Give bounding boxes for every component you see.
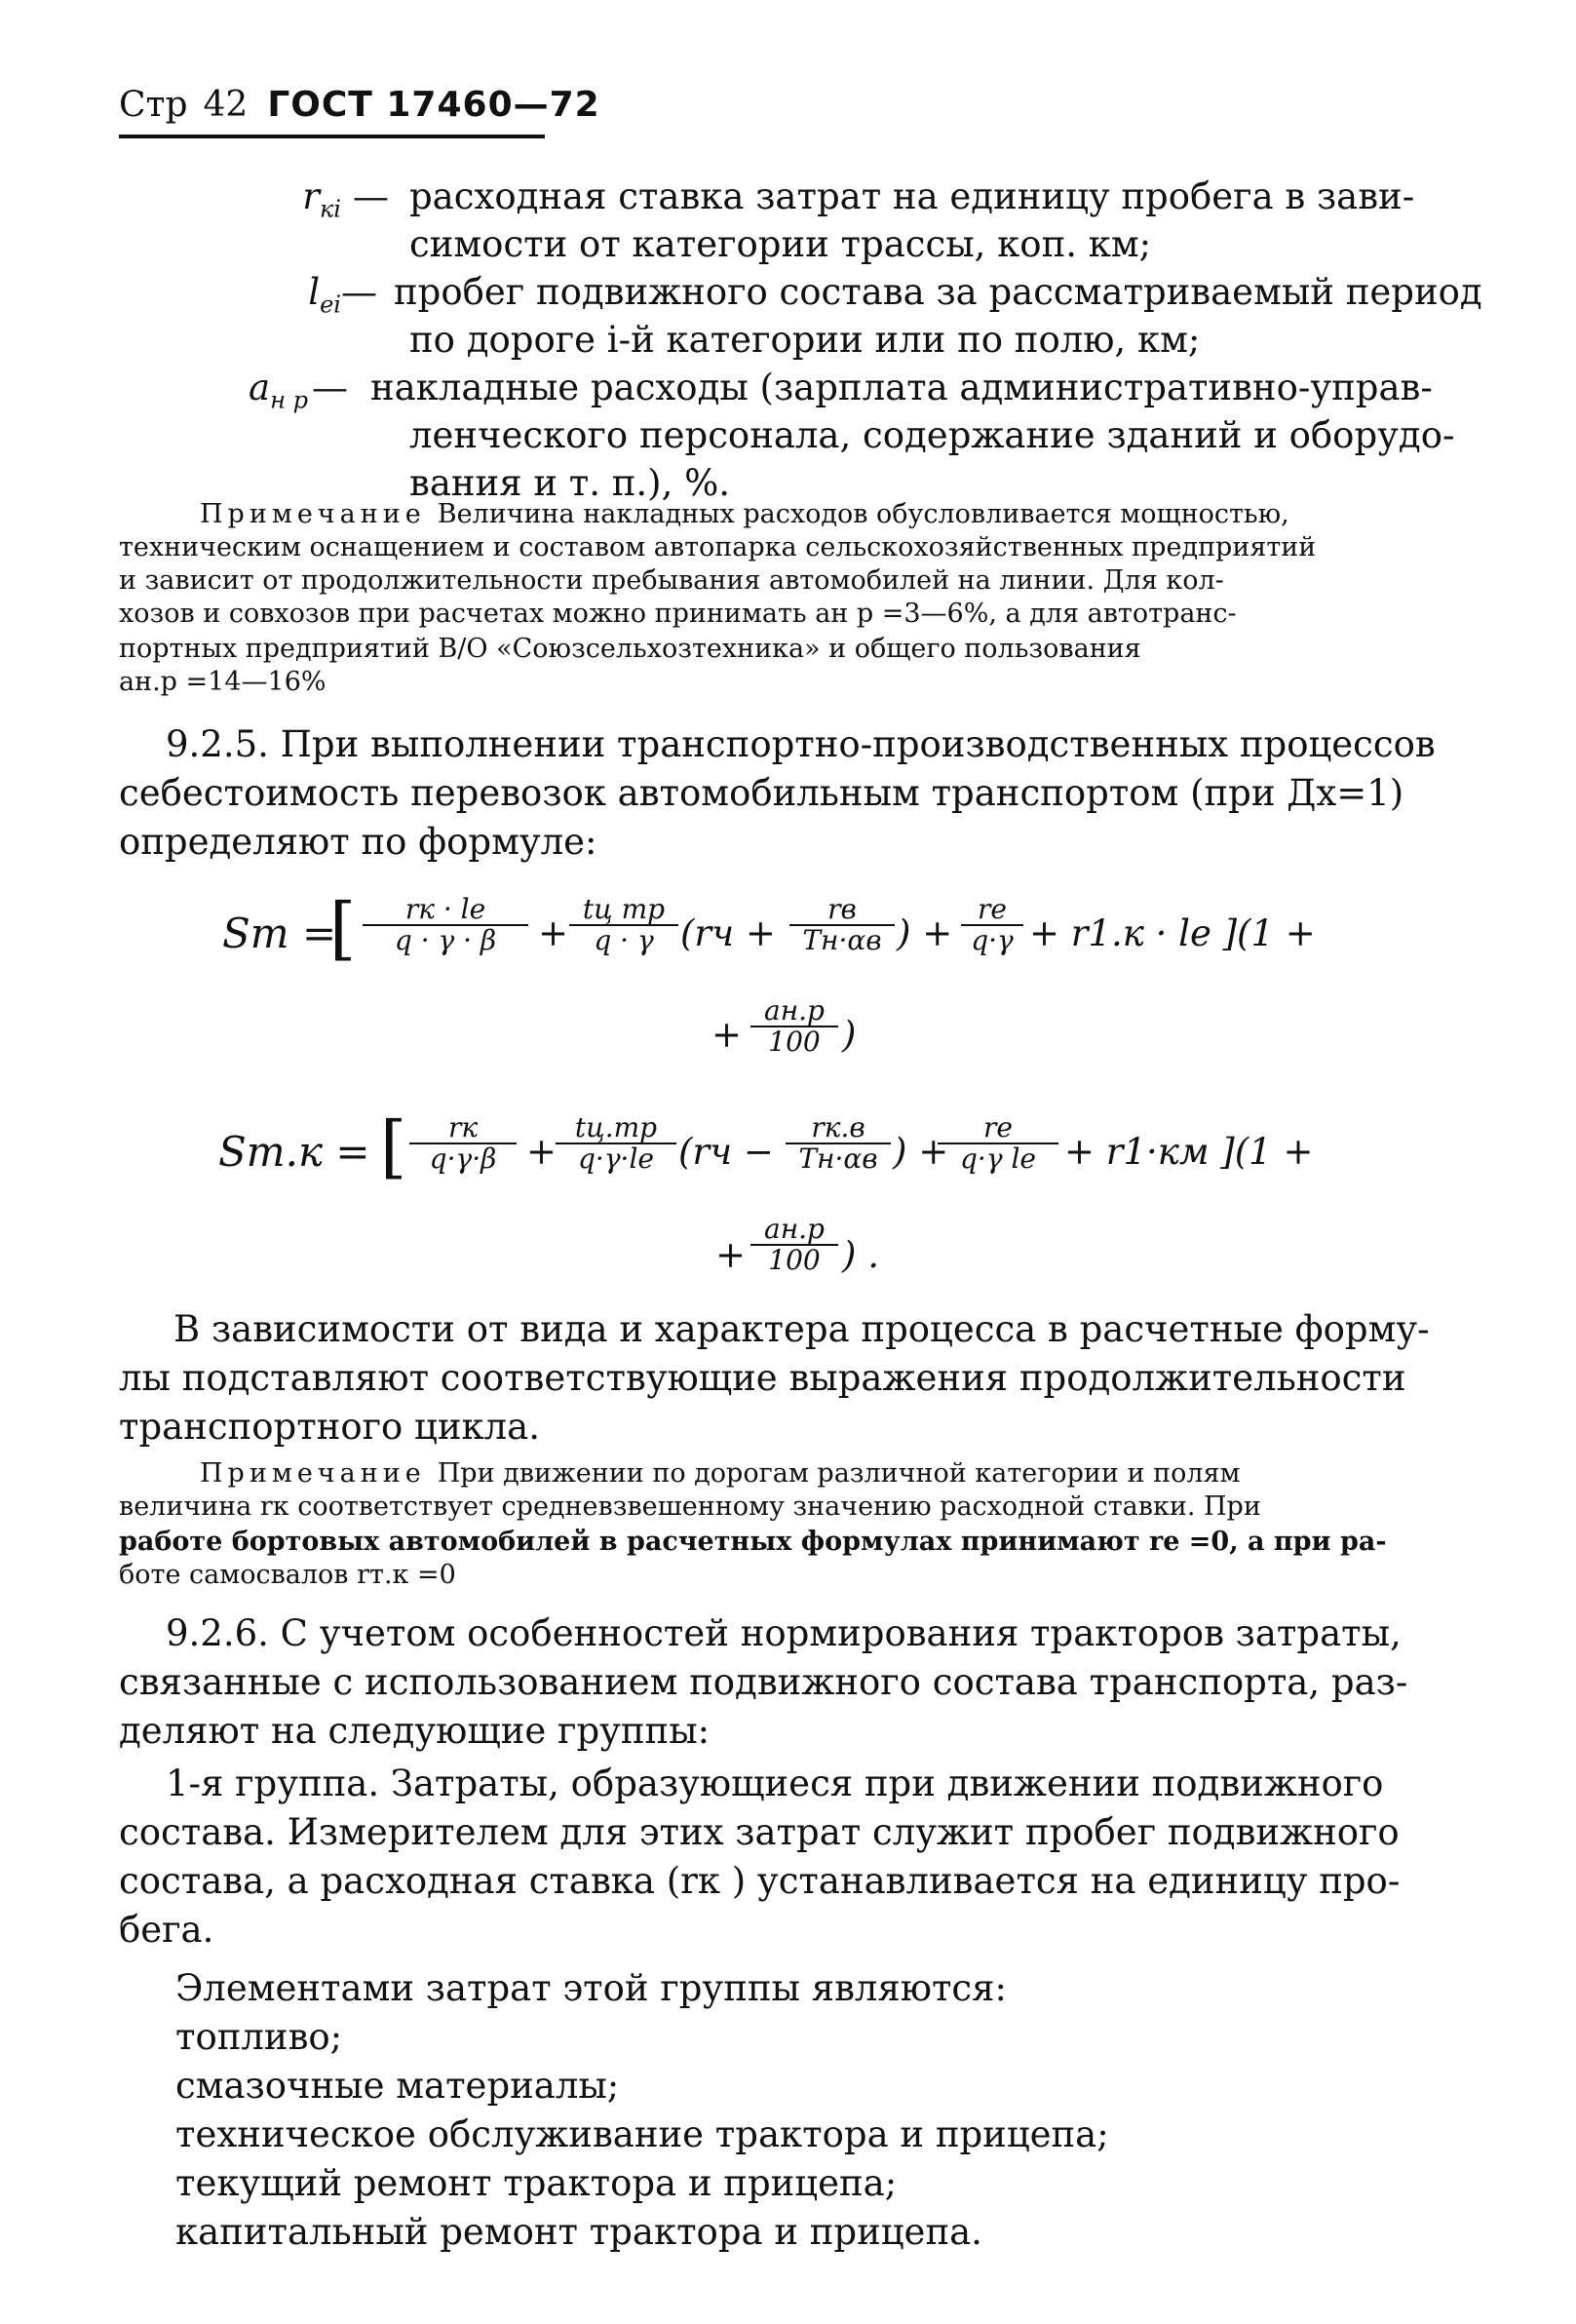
list-item: смазочные материалы; xyxy=(175,2065,620,2107)
paragraph-line: деляют на следующие группы: xyxy=(119,1710,711,1752)
note-line: Примечание При движении по дорогам различной категории и полям xyxy=(200,1458,1241,1489)
definition-symbol: $l_{ei}$ xyxy=(308,271,341,319)
paragraph-line: 9.2.5. При выполнении транспортно-производственных процессов xyxy=(166,723,1436,765)
definition-symbol: $r_{кi}$ xyxy=(302,175,341,223)
note-line: работе бортовых автомобилей в расчетных формулах принимают re =0, а при ра- xyxy=(119,1527,1387,1557)
paragraph-line: определяют по формуле: xyxy=(119,821,597,863)
fraction: rв Tн·αв xyxy=(789,895,895,955)
note-line: техническим оснащением и составом автопарка сельскохозяйственных предприятий xyxy=(119,532,1317,562)
header-prefix: Стр xyxy=(119,85,188,125)
paragraph-line: состава, а расходная ставка (rк ) устанавливается на единицу про- xyxy=(119,1860,1401,1902)
paragraph-line: 1-я группа. Затраты, образующиеся при движении подвижного xyxy=(166,1762,1384,1804)
note-line: портных предприятий В/О «Союзсельхозтехника» и общего пользования xyxy=(119,634,1141,664)
close-paren-plus: ) + xyxy=(893,1131,949,1173)
definition-text-line: расходная ставка затрат на единицу пробега в зави- xyxy=(409,175,1415,217)
paragraph-line: бега. xyxy=(119,1909,214,1951)
list-item: капитальный ремонт трактора и прицепа. xyxy=(175,2211,982,2253)
paragraph-line: транспортного цикла. xyxy=(119,1406,540,1448)
definition-text-line: по дороге i-й категории или по полю, км; xyxy=(409,319,1201,361)
fraction: rк q·γ·β xyxy=(409,1113,517,1174)
note-line: боте самосвалов rт.к =0 xyxy=(119,1560,456,1590)
list-item: топливо; xyxy=(175,2016,343,2058)
standard-title: ГОСТ 17460—72 xyxy=(267,85,600,125)
definition-text-line: симости от категории трассы, коп. км; xyxy=(409,223,1152,265)
definition-dash: — xyxy=(341,271,377,313)
paragraph-line: связанные с использованием подвижного состава транспорта, раз- xyxy=(119,1661,1408,1703)
left-bracket: [ xyxy=(329,888,357,968)
fraction: tц.тр q·γ·le xyxy=(556,1113,676,1174)
definition-dash: — xyxy=(312,367,348,408)
list-item: текущий ремонт трактора и прицепа; xyxy=(175,2162,898,2204)
close-paren-plus: ) + xyxy=(897,912,953,954)
formula-tail: + r1·км ](1 + xyxy=(1064,1131,1314,1173)
fraction: rк · lе q · γ · β xyxy=(363,895,528,955)
paragraph-line: лы подставляют соответствующие выражения продолжительности xyxy=(119,1357,1406,1399)
note-line: хозов и совхозов при расчетах можно принимать aн р =3—6%, а для автотранс- xyxy=(119,599,1237,629)
definition-text-line: пробег подвижного состава за рассматриваемый период xyxy=(394,271,1482,313)
note-line: и зависит от продолжительности пребывания автомобилей на линии. Для кол- xyxy=(119,565,1224,596)
formula-lhs: Sт.к = xyxy=(218,1128,370,1176)
paragraph-line: себестоимость перевозок автомобильным транспортом (при Дх=1) xyxy=(119,772,1404,814)
formula-mid: (rч + xyxy=(680,912,776,954)
plus-sign: + xyxy=(538,912,569,954)
paragraph-line: состава. Измерителем для этих затрат служит пробег подвижного xyxy=(119,1811,1400,1853)
note-line: величина rк соответствует средневзвешенному значению расходной ставки. При xyxy=(119,1491,1261,1522)
fraction: rк.в Tн·αв xyxy=(786,1113,891,1174)
formula-cont-prefix: + xyxy=(715,1234,747,1276)
formula-mid: (rч − xyxy=(678,1131,774,1173)
formula-lhs: Sт = xyxy=(222,910,337,957)
note-label: Примечание xyxy=(200,1458,426,1489)
page-number: 42 xyxy=(203,85,249,125)
paragraph-line: В зависимости от вида и характера процесса в расчетные форму- xyxy=(173,1308,1430,1350)
note-line: Примечание Величина накладных расходов обусловливается мощностью, xyxy=(200,499,1289,529)
page-header xyxy=(119,84,600,127)
formula-tail: + r1.к · le ](1 + xyxy=(1029,912,1316,954)
formula-cont-suffix: ) xyxy=(842,1014,857,1056)
header-rule xyxy=(119,135,545,138)
formula-cont-suffix: ) . xyxy=(842,1234,879,1276)
list-intro: Элементами затрат этой группы являются: xyxy=(175,1967,1007,2009)
fraction: tц тр q · γ xyxy=(569,895,678,955)
note-line: aн.р =14—16% xyxy=(119,667,327,697)
definition-text-line: накладные расходы (зарплата административно-управ- xyxy=(370,367,1433,408)
definition-text-line: ленческого персонала, содержание зданий и оборудо- xyxy=(409,414,1455,456)
fraction: $\frac{re}{q\cdot\gamma}$ xyxy=(961,895,1023,955)
definition-symbol: $a_{н р}$ xyxy=(249,367,308,414)
note-label: Примечание xyxy=(200,499,426,529)
formula-cont-prefix: + xyxy=(711,1014,743,1056)
fraction: aн.р 100 xyxy=(750,996,838,1057)
fraction: aн.р 100 xyxy=(750,1215,838,1275)
left-bracket: [ xyxy=(380,1106,407,1186)
fraction: $\frac{re}{\text{q·γ le}}$ xyxy=(938,1113,1058,1174)
plus-sign: + xyxy=(526,1131,557,1173)
paragraph-line: 9.2.6. С учетом особенностей нормирования тракторов затраты, xyxy=(166,1612,1402,1654)
definition-dash: — xyxy=(353,175,389,217)
list-item: техническое обслуживание трактора и прицепа; xyxy=(175,2113,1109,2155)
definition-text-line: вания и т. п.), %. xyxy=(409,462,731,504)
